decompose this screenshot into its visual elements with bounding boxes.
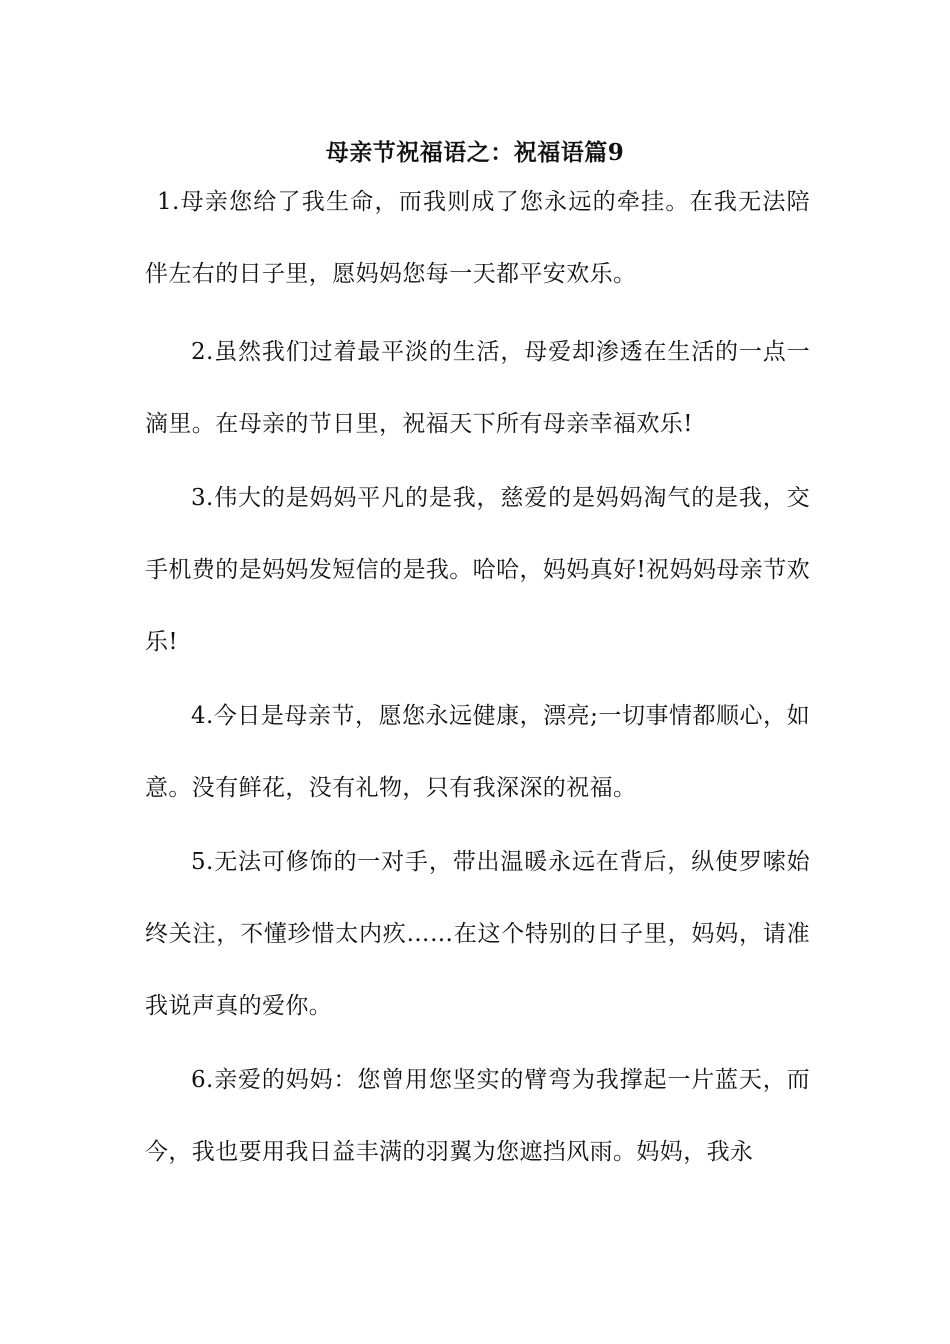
paragraph-1: 1.母亲您给了我生命，而我则成了您永远的牵挂。在我无法陪伴左右的日子里，愿妈妈您每一天都平安欢乐。 bbox=[145, 189, 810, 287]
paragraph-5: 5.无法可修饰的一对手，带出温暖永远在背后，纵使罗嗦始终关注，不懂珍惜太内疚……在这个特别的日子里，妈妈，请准我说声真的爱你。 bbox=[145, 849, 810, 1019]
paragraph-2: 2.虽然我们过着最平淡的生活，母爱却渗透在生活的一点一滴里。在母亲的节日里，祝福天下所有母亲幸福欢乐! bbox=[145, 339, 810, 437]
paragraph-4: 4.今日是母亲节，愿您永远健康，漂亮;一切事情都顺心，如意。没有鲜花，没有礼物，只有我深深的祝福。 bbox=[145, 703, 810, 801]
paragraph-3: 3.伟大的是妈妈平凡的是我，慈爱的是妈妈淘气的是我，交手机费的是妈妈发短信的是我。哈哈，妈妈真好!祝妈妈母亲节欢乐! bbox=[145, 485, 810, 655]
document-title: 母亲节祝福语之：祝福语篇9 bbox=[325, 139, 625, 166]
paragraph-6: 6.亲爱的妈妈：您曾用您坚实的臂弯为我撑起一片蓝天，而今，我也要用我日益丰满的羽翼为您遮挡风雨。妈妈，我永 bbox=[145, 1067, 810, 1165]
